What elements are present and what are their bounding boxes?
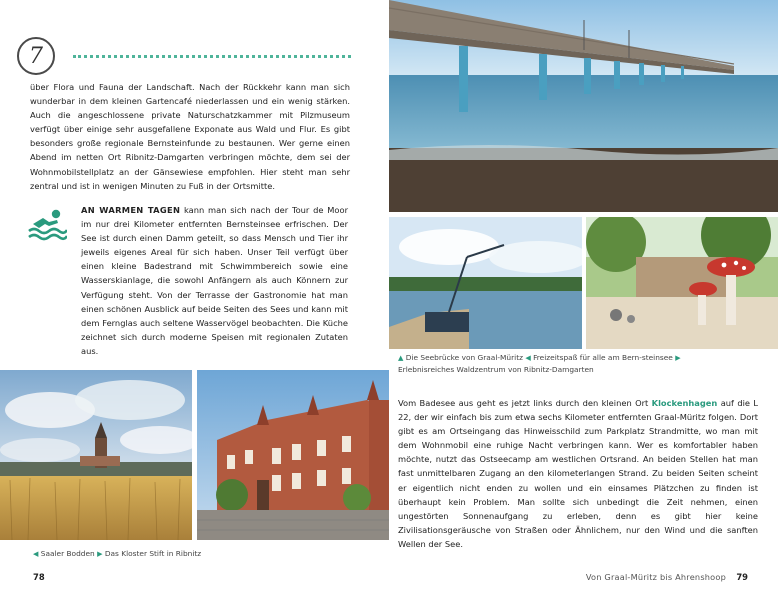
photo-kloster-stift — [197, 370, 389, 540]
route-text-start: Vom Badesee aus geht es jetzt links durch den kleinen Ort — [398, 398, 652, 408]
arrow-up-icon: ▲ — [398, 354, 404, 362]
photo-bernsteinsee — [389, 217, 582, 349]
photo-seebruecke — [389, 0, 778, 212]
chapter-badge — [17, 37, 55, 75]
dotted-rule — [73, 55, 351, 58]
caption-saaler-bodden: Saaler Bodden — [40, 549, 95, 558]
chapter-number: 7 — [29, 43, 43, 69]
swimmer-icon — [27, 206, 67, 242]
warm-days-lead: AN WARMEN TAGEN — [81, 205, 181, 215]
right-page — [389, 0, 778, 600]
place-highlight-klockenhagen: Klockenhagen — [651, 398, 718, 408]
arrow-left-icon: ◀ — [33, 550, 39, 558]
route-text-rest: auf die L 22, der wir einfach bis zum etwa sechs Kilometer entfernten Graal-Müritz folgen. Dort gibt es am Ortseingang das Hinweisschild zum Parkplatz Strandmitte, wo man mit dem Wohnmobil eine ruhige Nacht verbringen kann. Wer es komfortabler haben möchte, nutzt das Ostseecamp am westlichen Ortsrand. An beiden Stellen hat man fast unmittelbaren Zugang an den kilometerlangen Strand. Zu beiden Seiten scheint er eigentlich nicht enden zu wollen und ein einsames Plätzchen zu finden ist überhaupt kein Problem. Man sollte sich unbedingt die Zeit nehmen, einen ungestörten Sonnenaufgang zu erleben, denn es gibt hier keine Zivilisationsgeräusche von Straßen oder Ähnlichem, nur den Wind und die sanften Wellen der See. — [398, 398, 758, 549]
page-number-right: 79 — [736, 572, 748, 582]
caption-kloster-stift: Das Kloster Stift in Ribnitz — [104, 549, 202, 558]
arrow-left-icon: ◀ — [525, 354, 531, 362]
photo-saaler-bodden — [0, 370, 192, 540]
running-head: Von Graal-Müritz bis Ahrenshoop — [585, 572, 726, 582]
caption-bernsteinsee: Freizeitspaß für alle am Bern-steinsee — [533, 353, 673, 362]
caption-left — [33, 548, 333, 560]
caption-right — [398, 352, 718, 376]
caption-waldzentrum: Erlebnisreiches Waldzentrum von Ribnitz-Damgarten — [398, 365, 594, 374]
intro-paragraph: über Flora und Fauna der Landschaft. Nach der Rückkehr kann man sich wunderbar in dem kleinen Gartencafé niederlassen und ein wenig stärken. Auch die angeschlossene private Naturschatzkammer mit Pilzmuseum verfügt über einige sehr ausgefallene Exponate aus Wald und Flur. Es gibt besonders große regionale Bernsteinfunde zu bestaunen. Wer gerne einen Abend im netten Ort Ribnitz-Damgarten verbringen möchte, dem sei der Wohnmobilstellplatz an der Gänsewiese empfohlen. Hier steht man sehr zentral und ist in wenigen Minuten zu Fuß in der Ortsmitte. — [30, 82, 350, 191]
route-paragraph — [398, 396, 758, 551]
arrow-right-icon: ▶ — [675, 354, 681, 362]
page-number-left: 78 — [33, 572, 45, 582]
warm-days-body: kann man sich nach der Tour de Moor im nur drei Kilometer entfernten Bernsteinsee erfrischen. Der See ist durch einen Damm geteilt, so dass Mensch und Tier ihr jeweils eigenes Areal für sich haben. Unser Teil verfügt über einen kleine Badestrand mit Schwimmbereich sowie eine Wasserskianlage, die sowohl Anfängern als auch Könnern zur Verfügung steht. Von der Terrasse der Gastronomie hat man einen schönen Ausblick auf beide Seiten des Sees und kann mit dem Fernglas auch seltene Wasservögel beobachten. Die Küche zeichnet sich durch moderne Speisen mit regionalen Zutaten aus. — [81, 205, 348, 356]
warm-days-paragraph — [81, 203, 348, 358]
photo-waldzentrum — [586, 217, 778, 349]
caption-seebruecke: Die Seebrücke von Graal-Müritz — [405, 353, 523, 362]
arrow-right-icon: ▶ — [97, 550, 103, 558]
